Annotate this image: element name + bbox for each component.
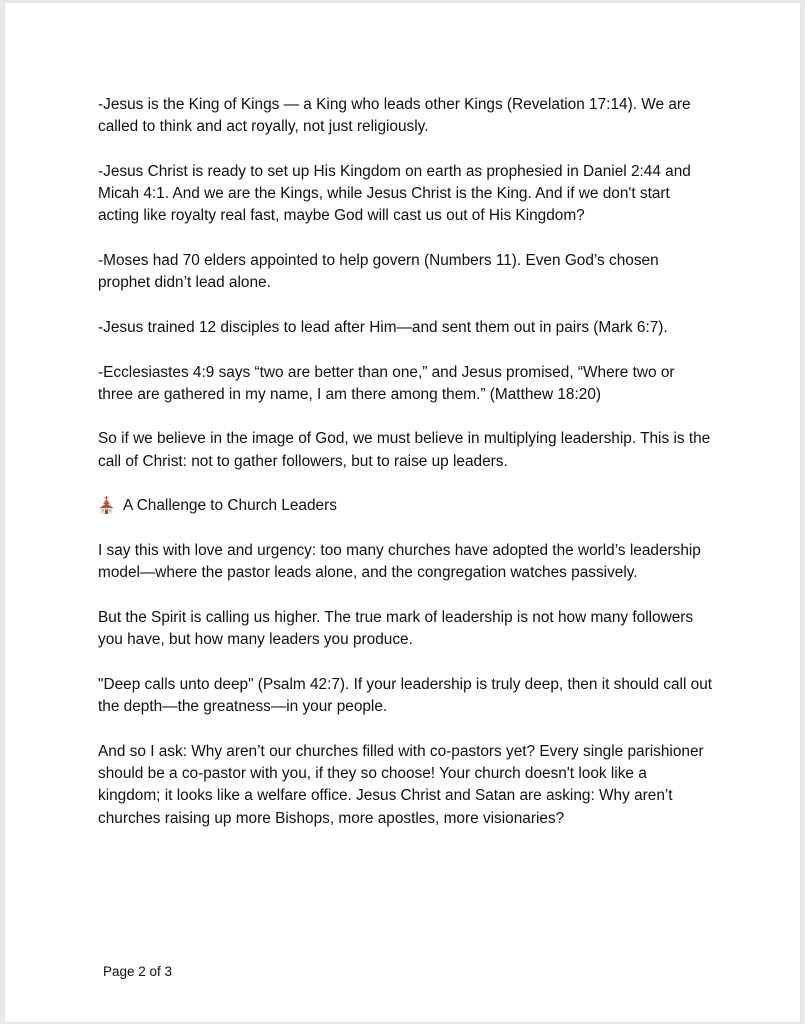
section-heading-text: A Challenge to Church Leaders [123,497,337,515]
paragraph-ecclesiastes: -Ecclesiastes 4:9 says “two are better than one,” and Jesus promised, “Where two or three are gathered in my name, I am there among them.” (Matthew 18:20) [98,363,675,403]
paragraph-co-pastors: And so I ask: Why aren’t our churches filled with co-pastors yet? Every single parishioner should be a co-pastor with you, if they so choose! Your church doesn't look like a kingdom; it looks like a welfare office. Jesus Christ and Satan are asking: Why aren’t churches raising up more Bishops, more apostles, more visionaries? [98,742,704,827]
paragraph-love-and-urgency: I say this with love and urgency: too many churches have adopted the world’s leadership model—where the pastor leads alone, and the congregation watches passively. [98,541,701,582]
paragraph-deep-calls: "Deep calls unto deep" (Psalm 42:7). If your leadership is truly deep, then it should call out the depth—the greatness—in your people. [98,675,713,716]
section-heading [98,495,713,517]
document-page [5,3,800,1022]
paragraph-moses-elders: -Moses had 70 elders appointed to help govern (Numbers 11). Even God’s chosen prophet didn’t lead alone. [98,252,659,292]
page-number: Page 2 of 3 [103,964,173,979]
paragraph-twelve-disciples: -Jesus trained 12 disciples to lead after Him—and sent them out in pairs (Mark 6:7). [98,318,668,336]
church-icon [99,496,114,514]
paragraph-kingdom-on-earth: -Jesus Christ is ready to set up His Kingdom on earth as prophesied in Daniel 2:44 and Micah 4:1. And we are the Kings, while Jesus Christ is the King. And if we don't start acting like royalty real fast, maybe God will cast us out of His Kingdom? [98,162,691,225]
paragraph-king-of-kings: -Jesus is the King of Kings — a King who leads other Kings (Revelation 17:14). We are called to think and act royally, not just religiously. [98,96,691,136]
paragraph-spirit-calling: But the Spirit is calling us higher. The true mark of leadership is not how many followers you have, but how many leaders you produce. [98,608,694,649]
document-body [98,94,713,852]
paragraph-multiplying-leadership: So if we believe in the image of God, we must believe in multiplying leadership. This is the call of Christ: not to gather followers, but to raise up leaders. [98,430,711,470]
